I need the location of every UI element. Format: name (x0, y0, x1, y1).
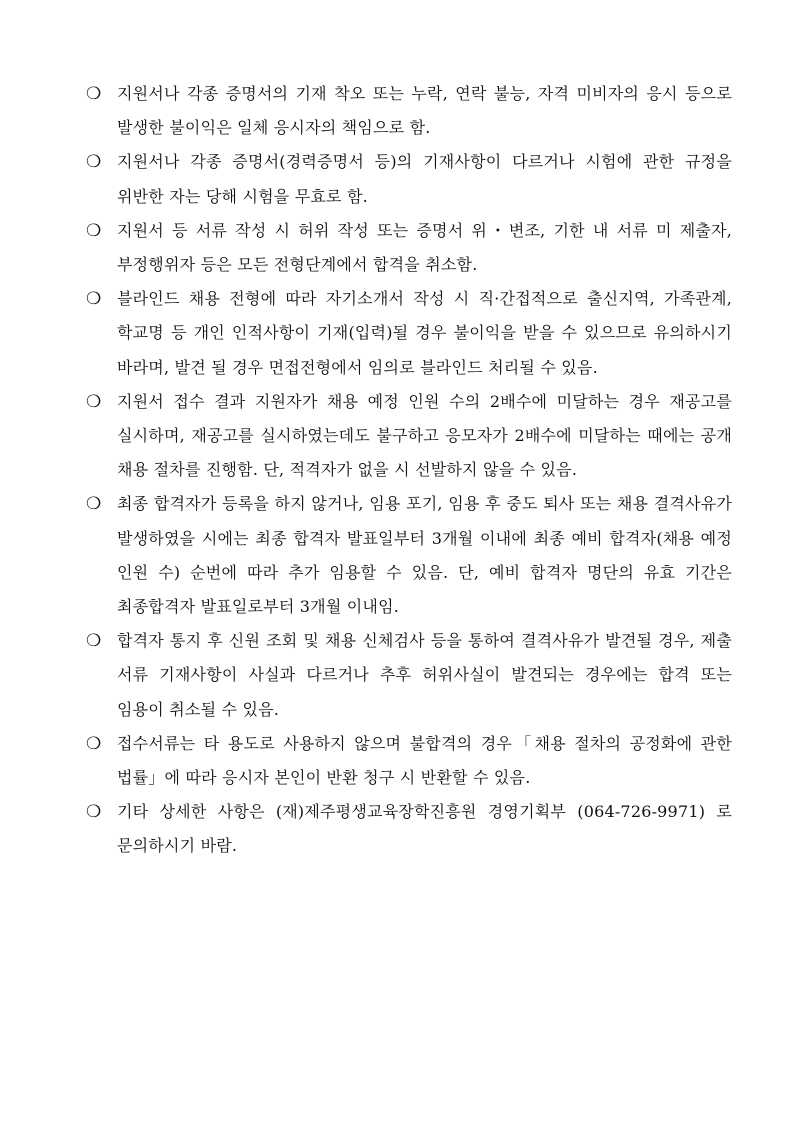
list-item (86, 77, 732, 145)
notice-text: 접수서류는 타 용도로 사용하지 않으며 불합격의 경우「채용 절차의 공정화에 관한 법률」에 따라 응시자 본인이 반환 청구 시 반환할 수 있음. (117, 733, 732, 788)
list-item (86, 214, 732, 282)
circle-bullet-icon: ❍ (86, 220, 102, 241)
circle-bullet-icon: ❍ (86, 802, 102, 823)
notice-text: 블라인드 채용 전형에 따라 자기소개서 작성 시 직·간접적으로 출신지역, 가족관계, 학교명 등 개인 인적사항이 기재(입력)될 경우 불이익을 받을 수 있으므로 유의하시기 바라며, 발견 될 경우 면접전형에서 임의로 블라인드 처리될 수 있음. (117, 289, 732, 377)
notice-text: 지원서 등 서류 작성 시 허위 작성 또는 증명서 위・변조, 기한 내 서류 미 제출자, 부정행위자 등은 모든 전형단계에서 합격을 취소함. (117, 220, 732, 275)
notice-text: 지원서나 각종 증명서(경력증명서 등)의 기재사항이 다르거나 시험에 관한 규정을 위반한 자는 당해 시험을 무효로 함. (117, 152, 732, 206)
circle-bullet-icon: ❍ (86, 733, 102, 754)
circle-bullet-icon: ❍ (86, 152, 102, 173)
list-item (86, 727, 732, 795)
circle-bullet-icon: ❍ (86, 494, 102, 515)
notice-text: 최종 합격자가 등록을 하지 않거나, 임용 포기, 임용 후 중도 퇴사 또는 채용 결격사유가 발생하였을 시에는 최종 합격자 발표일부터 3개월 이내에 최종 예비 합격자(채용 예정 인원 수) 순번에 따라 추가 임용할 수 있음. 단, 예비 합격자 명단의 유효 기간은 최종합격자 발표일로부터 3개월 이내임. (117, 494, 732, 617)
list-item (86, 145, 732, 213)
notice-list (86, 77, 732, 864)
list-item (86, 624, 732, 727)
notice-text: 합격자 통지 후 신원 조회 및 채용 신체검사 등을 통하여 결격사유가 발견될 경우, 제출 서류 기재사항이 사실과 다르거나 추후 허위사실이 발견되는 경우에는 합격 또는 임용이 취소될 수 있음. (117, 631, 732, 719)
notice-text: 지원서 접수 결과 지원자가 채용 예정 인원 수의 2배수에 미달하는 경우 재공고를 실시하며, 재공고를 실시하였는데도 불구하고 응모자가 2배수에 미달하는 때에는 공개 채용 절차를 진행함. 단, 적격자가 없을 시 선발하지 않을 수 있음. (117, 391, 732, 480)
list-item (86, 795, 732, 863)
circle-bullet-icon: ❍ (86, 631, 102, 652)
notice-text: 기타 상세한 사항은 (재)제주평생교육장학진흥원 경영기획부 (064-726-9971) 로 문의하시기 바람. (117, 802, 732, 856)
list-item (86, 282, 732, 385)
circle-bullet-icon: ❍ (86, 289, 102, 310)
list-item (86, 487, 732, 624)
circle-bullet-icon: ❍ (86, 391, 102, 412)
circle-bullet-icon: ❍ (86, 84, 102, 104)
notice-text: 지원서나 각종 증명서의 기재 착오 또는 누락, 연락 불능, 자격 미비자의 응시 등으로 발생한 불이익은 일체 응시자의 책임으로 함. (117, 84, 732, 138)
list-item (86, 385, 732, 488)
